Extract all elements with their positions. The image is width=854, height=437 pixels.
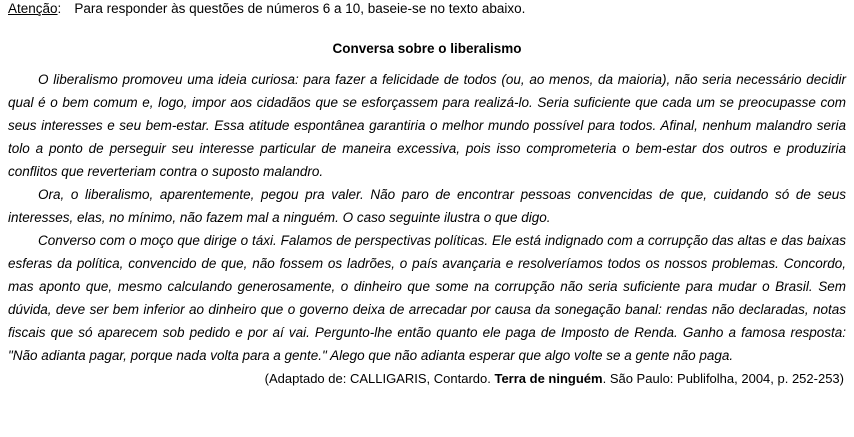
text-title: Conversa sobre o liberalismo xyxy=(332,41,522,56)
paragraph-3: Converso com o moço que dirige o táxi. Falamos de perspectivas políticas. Ele está indignado com a corrupção das altas e das baixas esferas da política, convencido de que, não fossem os ladrões, o país avançaria e resolveríamos todos os nossos problemas. Concordo, mas aponto que, mesmo calculando generosamente, o dinheiro que some na corrupção não seria suficiente para mudar o Brasil. Sem dúvida, deve ser bem inferior ao dinheiro que o governo deixa de arrecadar por causa da sonegação banal: rendas não declaradas, notas fiscais que só aparecem sob pedido e por aí vai. Pergunto-lhe então quanto ele paga de Imposto de Renda. Ganho a famosa resposta: "Não adianta pagar, porque nada volta para a gente." Alego que não adianta esperar que algo volte se a gente não paga. xyxy=(8,233,846,363)
citation xyxy=(8,371,846,387)
attention-line xyxy=(8,1,846,16)
text-body xyxy=(8,68,846,367)
paragraph-2: Ora, o liberalismo, aparentemente, pegou pra valer. Não paro de encontrar pessoas convencidas de que, cuidando só de seus interesses, elas, no mínimo, não fazem mal a ninguém. O caso seguinte ilustra o que digo. xyxy=(8,187,846,225)
citation-book-title: Terra de ninguém xyxy=(494,371,603,386)
citation-suffix: . São Paulo: Publifolha, 2004, p. 252-253) xyxy=(602,371,844,386)
citation-prefix: (Adaptado de: CALLIGARIS, Contardo. xyxy=(264,371,495,386)
attention-label: Atenção xyxy=(8,1,58,16)
attention-colon: : xyxy=(57,1,62,16)
attention-instruction: Para responder às questões de números 6 a 10, baseie-se no texto abaixo. xyxy=(74,1,526,16)
paragraph-1: O liberalismo promoveu uma ideia curiosa: para fazer a felicidade de todos (ou, ao menos, da maioria), não seria necessário decidir qual é o bem comum e, logo, impor aos cidadãos que se esforçassem para realizá-lo. Seria suficiente que cada um se preocupasse com seus interesses e seu bem-estar. Essa atitude espontânea garantiria o melhor mundo possível para todos. Afinal, nenhum malandro seria tolo a ponto de perseguir seu interesse particular de maneira excessiva, pois isso comprometeria o bem-estar dos outros e produziria conflitos que reverteriam contra o suposto malandro. xyxy=(8,72,846,179)
